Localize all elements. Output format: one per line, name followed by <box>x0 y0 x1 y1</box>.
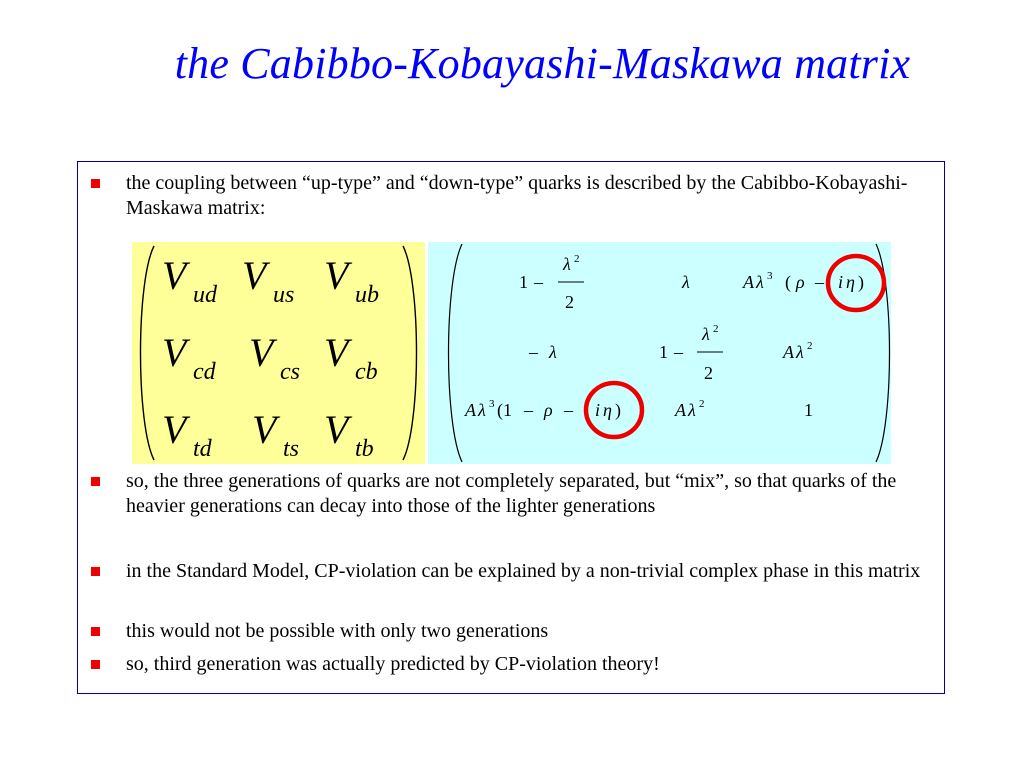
r2c2-lambda: λ <box>702 324 710 344</box>
element-vub-subscript: ub <box>355 282 379 308</box>
ckm-matrix-wolfenstein <box>428 242 891 464</box>
element-vcd-subscript: cd <box>193 359 216 385</box>
r3c1-A: A <box>465 400 476 420</box>
r1c3-close-paren: ) <box>858 272 864 292</box>
bullet-text-3: in the Standard Model, CP-violation can be explained by a non-trivial complex phase in this matrix <box>126 560 921 582</box>
bullet-item-5 <box>91 652 921 677</box>
bullet-item-2 <box>91 469 921 519</box>
bullet-text-5: so, third generation was actually predicted by CP-violation theory! <box>126 653 660 675</box>
element-vts-subscript: ts <box>283 436 300 462</box>
bullet-text-2: so, the three generations of quarks are not completely separated, but “mix”, so that quarks of the heavier generations can decay into those of the lighter generations <box>126 470 897 517</box>
bullet-square-icon <box>91 477 100 486</box>
element-vus-subscript: us <box>273 282 295 308</box>
r1c3-rho: ρ <box>796 272 805 292</box>
right-paren <box>403 246 417 460</box>
element-vtd-symbol: V <box>162 407 187 452</box>
r2c2-exp: 2 <box>713 323 719 335</box>
r1c1-denominator: 2 <box>565 292 574 312</box>
r1c1-exp: 2 <box>574 253 580 265</box>
r2c3-exp: 2 <box>807 340 813 352</box>
bullet-text-4: this would not be possible with only two generations <box>126 620 549 642</box>
r3c1-open-paren-one: (1 <box>497 400 512 420</box>
r3c2-A: A <box>675 400 686 420</box>
element-vud-symbol: V <box>162 253 187 298</box>
r2c3-lambda: λ <box>796 342 804 362</box>
r2c1-lambda: λ <box>549 342 557 362</box>
bullet-square-icon <box>91 627 100 636</box>
element-vtb-subscript: tb <box>355 436 374 462</box>
r3c2-exp: 2 <box>699 398 705 410</box>
element-vtd-subscript: td <box>193 436 212 462</box>
bullet-text-1: the coupling between “up-type” and “down-type” quarks is described by the Cabibbo-Kobayashi-Maskawa matrix: <box>126 172 908 219</box>
bullet-square-icon <box>91 179 100 188</box>
r2c3-A: A <box>783 342 794 362</box>
r3c1-i: i <box>595 400 601 420</box>
r2c2-minus: – <box>674 342 683 362</box>
element-vcs-symbol: V <box>249 330 274 375</box>
slide-title: the Cabibbo-Kobayashi-Maskawa matrix <box>174 39 911 88</box>
bullet-square-icon <box>91 660 100 669</box>
element-vts-symbol: V <box>252 407 277 452</box>
r1c3-eta: η <box>846 272 855 292</box>
r1c1-one: 1 <box>519 272 528 292</box>
r1c3-open-paren: ( <box>785 272 791 292</box>
highlight-circle-r1c3 <box>828 256 884 310</box>
bullet-item-4 <box>91 619 921 644</box>
r1c2-lambda: λ <box>682 272 690 292</box>
element-vcb-symbol: V <box>324 330 349 375</box>
r2c2-one: 1 <box>659 342 668 362</box>
r3c1-exp: 3 <box>489 398 495 410</box>
element-vcd-symbol: V <box>162 330 187 375</box>
r1c1-minus: – <box>534 272 543 292</box>
r1c3-lambda: λ <box>756 272 764 292</box>
r3c1-minus-2: – <box>564 400 573 420</box>
r1c3-i: i <box>838 272 844 292</box>
left-paren <box>449 244 463 462</box>
r1c3-minus: – <box>815 272 824 292</box>
element-vcs-subscript: cs <box>280 359 300 385</box>
r3c1-close-paren: ) <box>615 400 621 420</box>
r3c1-rho: ρ <box>544 400 553 420</box>
ckm-matrix-symbolic <box>132 242 425 464</box>
r3c3-one: 1 <box>804 400 813 420</box>
r3c1-lambda: λ <box>478 400 486 420</box>
bullet-item-1 <box>91 171 921 221</box>
bullet-square-icon <box>91 567 100 576</box>
r3c1-eta: η <box>603 400 612 420</box>
element-vus-symbol: V <box>242 253 267 298</box>
r1c1-lambda: λ <box>563 254 571 274</box>
r1c3-exp: 3 <box>767 270 773 282</box>
r3c2-lambda: λ <box>688 400 696 420</box>
bullet-item-3 <box>91 559 921 584</box>
r2c2-denominator: 2 <box>704 363 713 383</box>
element-vub-symbol: V <box>324 253 349 298</box>
r1c3-A: A <box>743 272 754 292</box>
element-vcb-subscript: cb <box>355 359 378 385</box>
element-vtb-symbol: V <box>324 407 349 452</box>
element-vud-subscript: ud <box>193 282 217 308</box>
r2c1-minus: – <box>529 342 538 362</box>
left-paren <box>141 246 155 460</box>
r3c1-minus-1: – <box>524 400 533 420</box>
